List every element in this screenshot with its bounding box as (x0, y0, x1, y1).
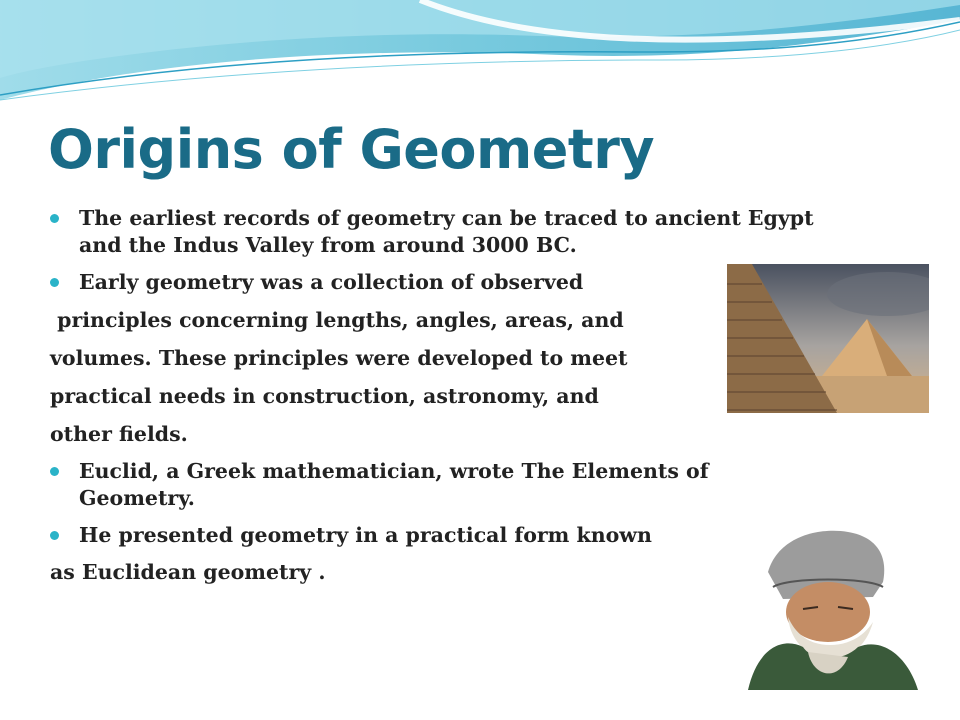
bullet-item-continuation: Geometry. (79, 486, 195, 510)
paragraph-line: principles concerning lengths, angles, areas, and (50, 308, 624, 332)
bullet-item-continuation: and the Indus Valley from around 3000 BC. (79, 233, 577, 257)
pyramid-photo (727, 264, 929, 413)
bullet-item: Euclid, a Greek mathematician, wrote The Elements of (50, 458, 880, 485)
slide-title: Origins of Geometry (48, 118, 655, 181)
header-wave-decoration (0, 0, 960, 110)
bullet-item: Early geometry was a collection of observed (50, 269, 880, 296)
paragraph-line: as Euclidean geometry . (50, 560, 326, 584)
paragraph-line: other fields. (50, 422, 188, 446)
paragraph-line: practical needs in construction, astronomy, and (50, 384, 599, 408)
paragraph-line: volumes. These principles were developed to meet (50, 346, 628, 370)
euclid-portrait (688, 527, 960, 690)
bullet-item: The earliest records of geometry can be traced to ancient Egypt (50, 205, 880, 232)
bullet-item: He presented geometry in a practical form known (50, 522, 880, 549)
